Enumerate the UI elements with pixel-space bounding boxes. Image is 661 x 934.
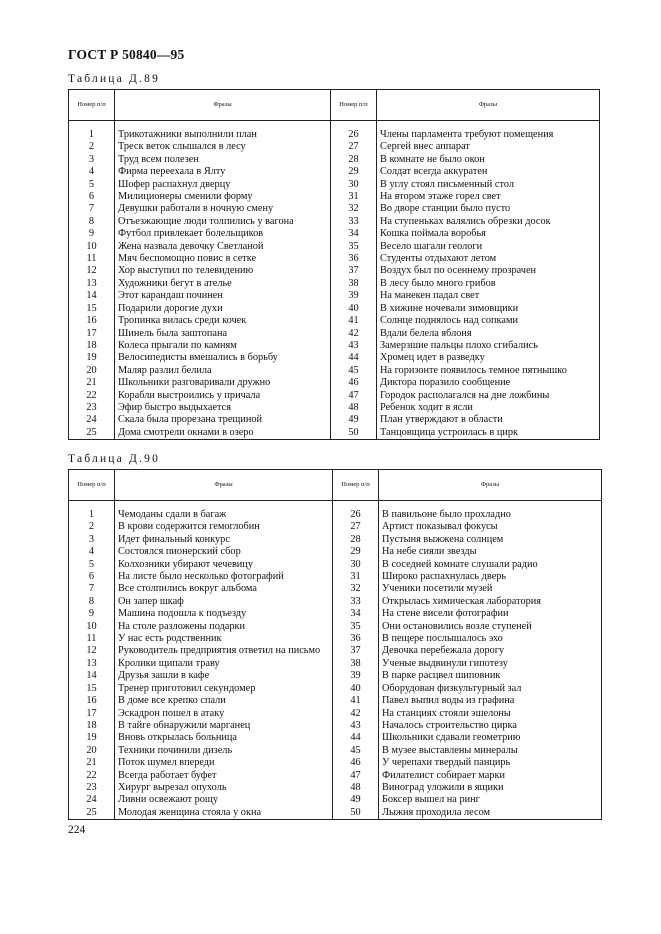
table-caption-d90: Таблица Д.90 — [68, 453, 161, 465]
phrase-right: В углу стоял письменный стол — [377, 179, 600, 191]
phrase-left: Тропинка вилась среди кочек — [115, 315, 331, 327]
row-number-right: 37 — [333, 645, 379, 657]
row-number-right: 42 — [333, 708, 379, 720]
phrase-right: Городок располагался на дне ложбины — [377, 390, 600, 402]
phrase-left: Чемоданы сдали в багаж — [115, 509, 333, 521]
phrase-left: Состоялся пионерский сбор — [115, 546, 333, 558]
row-number-right: 48 — [331, 402, 377, 414]
phrase-left: У нас есть родственник — [115, 633, 333, 645]
phrase-right: На станциях стояли эшелоны — [379, 708, 602, 720]
phrase-left: Все столпились вокруг альбома — [115, 583, 333, 595]
phrase-right: Лыжня проходила лесом — [379, 807, 602, 820]
header-number-left: Номер п/п — [69, 470, 115, 501]
table-row — [69, 216, 600, 228]
table-row — [69, 427, 600, 440]
row-number-right: 41 — [331, 315, 377, 327]
row-number-right: 36 — [333, 633, 379, 645]
row-number-right: 30 — [331, 179, 377, 191]
row-number-right: 46 — [331, 377, 377, 389]
phrase-right: Филателист собирает марки — [379, 770, 602, 782]
row-number-left: 25 — [69, 807, 115, 820]
phrase-right: У черепахи твердый панцирь — [379, 757, 602, 769]
table-row — [69, 129, 600, 141]
row-number-right: 46 — [333, 757, 379, 769]
row-number-left: 17 — [69, 708, 115, 720]
row-number-left: 5 — [69, 179, 115, 191]
row-number-left: 20 — [69, 745, 115, 757]
row-number-left: 19 — [69, 732, 115, 744]
table-header-row — [69, 470, 602, 501]
table-row — [69, 290, 600, 302]
phrase-left: Фирма переехала в Ялту — [115, 166, 331, 178]
phrase-left: Друзья зашли в кафе — [115, 670, 333, 682]
row-number-left: 19 — [69, 352, 115, 364]
row-number-left: 18 — [69, 340, 115, 352]
row-number-right: 29 — [331, 166, 377, 178]
row-number-left: 11 — [69, 633, 115, 645]
row-number-right: 28 — [333, 534, 379, 546]
table-row — [69, 315, 600, 327]
phrase-right: На небе сияли звезды — [379, 546, 602, 558]
phrase-right: Солнце поднялось над сопками — [377, 315, 600, 327]
row-number-right: 48 — [333, 782, 379, 794]
row-number-left: 9 — [69, 228, 115, 240]
phrase-left: Футбол привлекает болельщиков — [115, 228, 331, 240]
phrase-right: Оборудован физкультурный зал — [379, 683, 602, 695]
table-row — [69, 645, 602, 657]
row-number-left: 8 — [69, 596, 115, 608]
row-number-left: 10 — [69, 241, 115, 253]
table-row — [69, 633, 602, 645]
row-number-left: 12 — [69, 645, 115, 657]
table-row — [69, 770, 602, 782]
phrase-right: На горизонте появилось темное пятнышко — [377, 365, 600, 377]
phrase-left: Техники починили дизель — [115, 745, 333, 757]
phrase-left: На столе разложены подарки — [115, 621, 333, 633]
row-number-left: 22 — [69, 770, 115, 782]
header-number-right: Номер п/п — [333, 470, 379, 501]
row-number-right: 26 — [331, 129, 377, 141]
spacer-cell — [333, 501, 379, 510]
row-number-left: 23 — [69, 402, 115, 414]
table-row — [69, 670, 602, 682]
row-number-right: 32 — [331, 203, 377, 215]
phrase-right: Замерзшие пальцы плохо сгибались — [377, 340, 600, 352]
spacer-cell — [377, 121, 600, 130]
header-phrases-right: Фразы — [379, 470, 602, 501]
row-number-left: 16 — [69, 315, 115, 327]
row-number-left: 7 — [69, 583, 115, 595]
phrase-right: Ученые выдвинули гипотезу — [379, 658, 602, 670]
phrase-left: В тайге обнаружили марганец — [115, 720, 333, 732]
phrase-right: Девочка перебежала дорогу — [379, 645, 602, 657]
table-body — [69, 121, 600, 440]
row-number-right: 45 — [333, 745, 379, 757]
table-row — [69, 390, 600, 402]
row-number-right: 38 — [333, 658, 379, 670]
phrase-left: Корабли выстроились у причала — [115, 390, 331, 402]
row-number-right: 31 — [333, 571, 379, 583]
phrase-left: Молодая женщина стояла у окна — [115, 807, 333, 820]
phrase-left: Этот карандаш починен — [115, 290, 331, 302]
row-number-left: 24 — [69, 794, 115, 806]
phrase-left: Маляр разлил белила — [115, 365, 331, 377]
phrase-right: На манекен падал свет — [377, 290, 600, 302]
phrase-table-d90 — [68, 469, 602, 820]
row-number-right: 38 — [331, 278, 377, 290]
row-number-left: 18 — [69, 720, 115, 732]
row-number-right: 35 — [331, 241, 377, 253]
phrase-left: Подарили дорогие духи — [115, 303, 331, 315]
row-number-left: 21 — [69, 757, 115, 769]
row-number-left: 5 — [69, 559, 115, 571]
row-number-left: 9 — [69, 608, 115, 620]
row-number-left: 12 — [69, 265, 115, 277]
spacer-cell — [69, 501, 115, 510]
phrase-right: Диктора поразило сообщение — [377, 377, 600, 389]
phrase-left: Эфир быстро выдыхается — [115, 402, 331, 414]
row-number-right: 28 — [331, 154, 377, 166]
row-number-left: 21 — [69, 377, 115, 389]
row-number-right: 42 — [331, 328, 377, 340]
phrase-right: Боксер вышел на ринг — [379, 794, 602, 806]
phrase-right: В хижине ночевали зимовщики — [377, 303, 600, 315]
row-number-right: 33 — [333, 596, 379, 608]
phrase-left: Кролики щипали траву — [115, 658, 333, 670]
row-number-left: 22 — [69, 390, 115, 402]
phrase-right: Ученики посетили музей — [379, 583, 602, 595]
phrase-right: Павел выпил воды из графина — [379, 695, 602, 707]
phrase-right: В комнате не было окон — [377, 154, 600, 166]
spacer-row — [69, 121, 600, 130]
phrase-right: Во дворе станции было пусто — [377, 203, 600, 215]
row-number-left: 2 — [69, 521, 115, 533]
row-number-right: 34 — [331, 228, 377, 240]
row-number-left: 7 — [69, 203, 115, 215]
row-number-right: 43 — [333, 720, 379, 732]
row-number-right: 44 — [331, 352, 377, 364]
phrase-right: Хромец идет в разведку — [377, 352, 600, 364]
phrase-right: Артист показывал фокусы — [379, 521, 602, 533]
table-row — [69, 377, 600, 389]
table-row — [69, 278, 600, 290]
header-number-right: Номер п/п — [331, 90, 377, 121]
row-number-left: 13 — [69, 658, 115, 670]
row-number-right: 40 — [333, 683, 379, 695]
table-caption-d89: Таблица Д.89 — [68, 73, 161, 85]
phrase-right: В соседней комнате слушали радио — [379, 559, 602, 571]
table-row — [69, 732, 602, 744]
header-phrases-left: Фразы — [115, 470, 333, 501]
row-number-left: 15 — [69, 683, 115, 695]
phrase-right: Они остановились возле ступеней — [379, 621, 602, 633]
phrase-left: На листе было несколько фотографий — [115, 571, 333, 583]
row-number-right: 37 — [331, 265, 377, 277]
phrase-left: Милиционеры сменили форму — [115, 191, 331, 203]
row-number-left: 3 — [69, 534, 115, 546]
row-number-right: 32 — [333, 583, 379, 595]
phrase-left: Хор выступил по телевидению — [115, 265, 331, 277]
phrase-right: В лесу было много грибов — [377, 278, 600, 290]
phrase-left: Он запер шкаф — [115, 596, 333, 608]
phrase-left: Школьники разговаривали дружно — [115, 377, 331, 389]
table-row — [69, 658, 602, 670]
table-row — [69, 608, 602, 620]
row-number-left: 6 — [69, 571, 115, 583]
phrase-right: Пустыня выжжена солнцем — [379, 534, 602, 546]
row-number-left: 13 — [69, 278, 115, 290]
table-row — [69, 340, 600, 352]
row-number-left: 17 — [69, 328, 115, 340]
phrase-left: Колеса прыгали по камням — [115, 340, 331, 352]
phrase-right: Кошка поймала воробья — [377, 228, 600, 240]
row-number-left: 14 — [69, 670, 115, 682]
phrase-right: Школьники сдавали геометрию — [379, 732, 602, 744]
phrase-right: Сергей внес аппарат — [377, 141, 600, 153]
row-number-right: 40 — [331, 303, 377, 315]
phrase-right: Виноград уложили в ящики — [379, 782, 602, 794]
header-phrases-left: Фразы — [115, 90, 331, 121]
phrase-left: Всегда работает буфет — [115, 770, 333, 782]
spacer-row — [69, 501, 602, 510]
phrase-left: Скала была прорезана трещиной — [115, 414, 331, 426]
row-number-left: 8 — [69, 216, 115, 228]
row-number-left: 23 — [69, 782, 115, 794]
phrase-right: В парке расцвел шиповник — [379, 670, 602, 682]
row-number-left: 15 — [69, 303, 115, 315]
phrase-right: Танцовщица устроилась в цирк — [377, 427, 600, 440]
table-row — [69, 141, 600, 153]
table-row — [69, 720, 602, 732]
phrase-right: Ребенок ходит в ясли — [377, 402, 600, 414]
phrase-left: В доме все крепко спали — [115, 695, 333, 707]
spacer-cell — [379, 501, 602, 510]
row-number-right: 44 — [333, 732, 379, 744]
row-number-right: 33 — [331, 216, 377, 228]
phrase-right: На стене висели фотографии — [379, 608, 602, 620]
row-number-left: 25 — [69, 427, 115, 440]
row-number-left: 20 — [69, 365, 115, 377]
table-row — [69, 782, 602, 794]
table-row — [69, 402, 600, 414]
row-number-right: 34 — [333, 608, 379, 620]
spacer-cell — [69, 121, 115, 130]
table-row — [69, 203, 600, 215]
row-number-left: 10 — [69, 621, 115, 633]
row-number-left: 11 — [69, 253, 115, 265]
spacer-cell — [115, 501, 333, 510]
phrase-left: Жена назвала девочку Светланой — [115, 241, 331, 253]
table-row — [69, 328, 600, 340]
spacer-cell — [115, 121, 331, 130]
row-number-right: 31 — [331, 191, 377, 203]
phrase-left: Колхозники убирают чечевицу — [115, 559, 333, 571]
row-number-left: 24 — [69, 414, 115, 426]
phrase-right: На втором этаже горел свет — [377, 191, 600, 203]
table-row — [69, 695, 602, 707]
phrase-left: Отъезжающие люди толпились у вагона — [115, 216, 331, 228]
row-number-right: 43 — [331, 340, 377, 352]
phrase-left: Эскадрон пошел в атаку — [115, 708, 333, 720]
phrase-right: Члены парламента требуют помещения — [377, 129, 600, 141]
row-number-right: 36 — [331, 253, 377, 265]
table-row — [69, 253, 600, 265]
row-number-right: 50 — [331, 427, 377, 440]
row-number-right: 47 — [333, 770, 379, 782]
table-row — [69, 509, 602, 521]
row-number-right: 26 — [333, 509, 379, 521]
phrase-table-d89 — [68, 89, 600, 440]
phrase-right: План утверждают в области — [377, 414, 600, 426]
table-row — [69, 166, 600, 178]
phrase-left: Идет финальный конкурс — [115, 534, 333, 546]
row-number-right: 41 — [333, 695, 379, 707]
table-row — [69, 807, 602, 820]
phrase-left: Девушки работали в ночную смену — [115, 203, 331, 215]
table-row — [69, 154, 600, 166]
phrase-left: Шинель была заштопана — [115, 328, 331, 340]
phrase-left: Вновь открылась больница — [115, 732, 333, 744]
row-number-left: 4 — [69, 546, 115, 558]
phrase-right: Воздух был по осеннему прозрачен — [377, 265, 600, 277]
table-row — [69, 352, 600, 364]
table-row — [69, 241, 600, 253]
phrase-left: Машина подошла к подъезду — [115, 608, 333, 620]
row-number-right: 35 — [333, 621, 379, 633]
phrase-left: Поток шумел впереди — [115, 757, 333, 769]
table-row — [69, 546, 602, 558]
table-row — [69, 745, 602, 757]
phrase-right: На ступеньках валялись обрезки досок — [377, 216, 600, 228]
table-row — [69, 191, 600, 203]
table-row — [69, 596, 602, 608]
phrase-right: Студенты отдыхают летом — [377, 253, 600, 265]
table-row — [69, 179, 600, 191]
table-row — [69, 265, 600, 277]
row-number-left: 16 — [69, 695, 115, 707]
phrase-left: Трикотажники выполнили план — [115, 129, 331, 141]
table-header-row — [69, 90, 600, 121]
row-number-left: 6 — [69, 191, 115, 203]
row-number-right: 49 — [331, 414, 377, 426]
row-number-right: 27 — [331, 141, 377, 153]
table-row — [69, 571, 602, 583]
phrase-right: В пещере послышалось эхо — [379, 633, 602, 645]
table-body — [69, 501, 602, 820]
phrase-left: Тренер приготовил секундомер — [115, 683, 333, 695]
table-row — [69, 521, 602, 533]
row-number-right: 50 — [333, 807, 379, 820]
row-number-right: 47 — [331, 390, 377, 402]
table-row — [69, 708, 602, 720]
row-number-right: 27 — [333, 521, 379, 533]
phrase-right: Широко распахнулась дверь — [379, 571, 602, 583]
table-row — [69, 794, 602, 806]
row-number-right: 39 — [333, 670, 379, 682]
phrase-right: В павильоне было прохладно — [379, 509, 602, 521]
phrase-right: Весело шагали геологи — [377, 241, 600, 253]
row-number-right: 29 — [333, 546, 379, 558]
page-number: 224 — [68, 824, 86, 836]
table-row — [69, 621, 602, 633]
table-row — [69, 228, 600, 240]
phrase-left: Художники бегут в ателье — [115, 278, 331, 290]
phrase-left: Руководитель предприятия ответил на письмо — [115, 645, 333, 657]
table-row — [69, 757, 602, 769]
row-number-left: 2 — [69, 141, 115, 153]
row-number-right: 49 — [333, 794, 379, 806]
phrase-left: Дома смотрели окнами в озеро — [115, 427, 331, 440]
row-number-right: 39 — [331, 290, 377, 302]
table-row — [69, 365, 600, 377]
phrase-right: Началось строительство цирка — [379, 720, 602, 732]
phrase-left: Велосипедисты вмешались в борьбу — [115, 352, 331, 364]
row-number-left: 1 — [69, 509, 115, 521]
phrase-left: Треск веток слышался в лесу — [115, 141, 331, 153]
row-number-right: 45 — [331, 365, 377, 377]
row-number-left: 3 — [69, 154, 115, 166]
row-number-left: 14 — [69, 290, 115, 302]
table-row — [69, 534, 602, 546]
phrase-right: Открылась химическая лаборатория — [379, 596, 602, 608]
table-row — [69, 583, 602, 595]
phrase-right: Солдат всегда аккуратен — [377, 166, 600, 178]
phrase-left: Труд всем полезен — [115, 154, 331, 166]
table-row — [69, 683, 602, 695]
spacer-cell — [331, 121, 377, 130]
phrase-left: Мяч беспомощно повис в сетке — [115, 253, 331, 265]
table-row — [69, 559, 602, 571]
header-phrases-right: Фразы — [377, 90, 600, 121]
table-row — [69, 303, 600, 315]
phrase-right: Вдали белела яблоня — [377, 328, 600, 340]
row-number-left: 1 — [69, 129, 115, 141]
phrase-left: Хирург вырезал опухоль — [115, 782, 333, 794]
phrase-right: В музее выставлены минералы — [379, 745, 602, 757]
phrase-left: В крови содержится гемоглобин — [115, 521, 333, 533]
header-number-left: Номер п/п — [69, 90, 115, 121]
row-number-left: 4 — [69, 166, 115, 178]
phrase-left: Ливни освежают рощу — [115, 794, 333, 806]
table-row — [69, 414, 600, 426]
phrase-left: Шофер распахнул дверцу — [115, 179, 331, 191]
document-header: ГОСТ Р 50840—95 — [68, 47, 185, 62]
row-number-right: 30 — [333, 559, 379, 571]
